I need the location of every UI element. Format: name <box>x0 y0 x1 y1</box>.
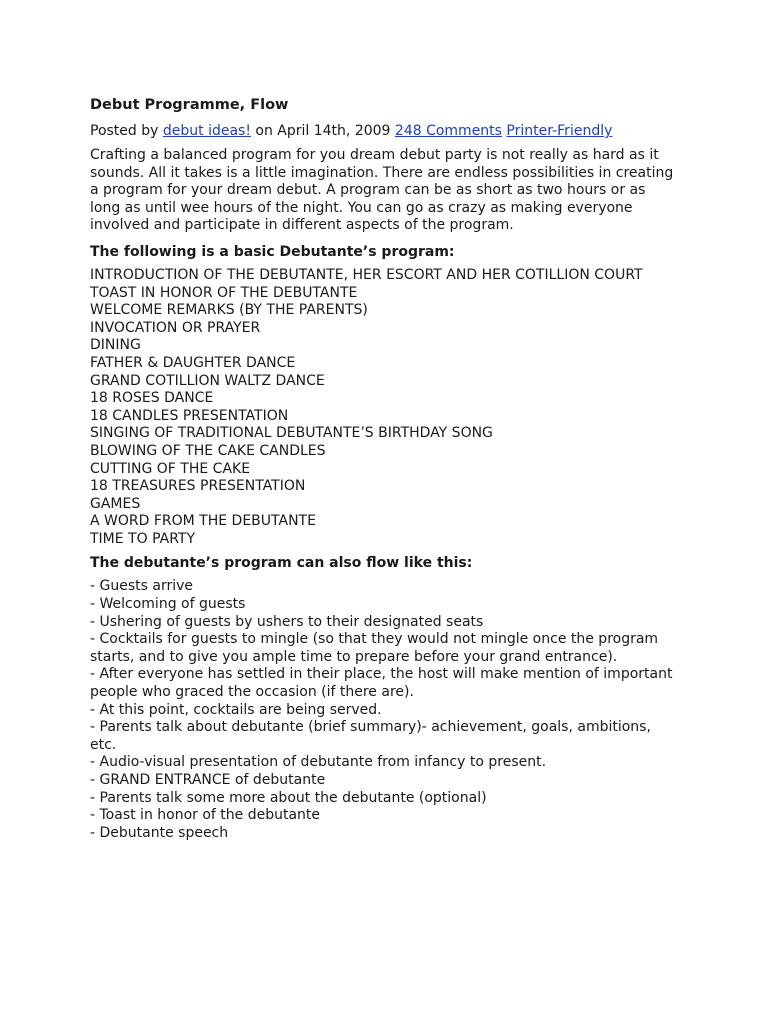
flow-item: - Audio-visual presentation of debutante from infancy to present. <box>90 754 547 771</box>
post-date: on April 14th, 2009 <box>255 123 391 139</box>
program-item: TIME TO PARTY <box>90 530 196 547</box>
flow-item: - GRAND ENTRANCE of debutante <box>90 772 326 788</box>
posted-by-label: Posted by <box>90 123 159 139</box>
program-item: 18 ROSES DANCE <box>90 390 214 407</box>
post-title: Debut Programme, Flow <box>90 97 289 113</box>
program-item: DINING <box>90 337 141 354</box>
program-item: SINGING OF TRADITIONAL DEBUTANTE’S BIRTHDAY SONG <box>90 425 493 442</box>
printer-friendly-link[interactable]: Printer-Friendly <box>506 123 613 139</box>
article <box>90 95 680 846</box>
program-item: BLOWING OF THE CAKE CANDLES <box>90 442 326 459</box>
post-meta <box>90 121 680 141</box>
program-item: GAMES <box>90 495 141 512</box>
program-item: 18 CANDLES PRESENTATION <box>90 407 289 424</box>
program-item: WELCOME REMARKS (BY THE PARENTS) <box>90 302 368 319</box>
program-item: FATHER & DAUGHTER DANCE <box>90 354 296 371</box>
flow-item: - Parents talk some more about the debutante (optional) <box>90 789 487 806</box>
flow-item: - Parents talk about debutante (brief summary)- achievement, goals, ambitions, etc. <box>90 719 651 753</box>
flow-item: - Ushering of guests by ushers to their designated seats <box>90 613 484 630</box>
flow-item: - Debutante speech <box>90 824 229 841</box>
program-item: INTRODUCTION OF THE DEBUTANTE, HER ESCORT AND HER COTILLION COURT <box>90 266 643 283</box>
program-item: INVOCATION OR PRAYER <box>90 319 261 336</box>
program-heading: The following is a basic Debutante’s program: <box>90 243 455 260</box>
author-link[interactable]: debut ideas! <box>162 123 251 139</box>
flow-item: - At this point, cocktails are being served. <box>90 701 382 718</box>
flow-item: - Cocktails for guests to mingle (so that they would not mingle once the program starts, and to give you ample time to prepare before your grand entrance). <box>90 631 659 665</box>
program-item: A WORD FROM THE DEBUTANTE <box>90 513 316 530</box>
comments-link[interactable]: 248 Comments <box>394 123 502 139</box>
flow-heading: The debutante’s program can also flow like this: <box>90 555 473 572</box>
intro-paragraph: Crafting a balanced program for you dream debut party is not really as hard as it sounds. All it takes is a little imagination. There are endless possibilities in creating a program for your dream debut. A program can be as short as two hours or as long as until wee hours of the night. You can go as crazy as making everyone involved and participate in different aspects of the program. <box>90 147 674 234</box>
program-list <box>90 267 680 549</box>
program-item: 18 TREASURES PRESENTATION <box>90 478 306 495</box>
flow-item: - Toast in honor of the debutante <box>90 807 321 824</box>
flow-item: - Welcoming of guests <box>90 596 246 613</box>
flow-item: - After everyone has settled in their place, the host will make mention of important people who graced the occasion (if there are). <box>90 666 673 701</box>
program-item: CUTTING OF THE CAKE <box>90 460 251 477</box>
program-item: GRAND COTILLION WALTZ DANCE <box>90 372 325 389</box>
flow-item: - Guests arrive <box>90 578 193 595</box>
program-item: TOAST IN HONOR OF THE DEBUTANTE <box>90 284 358 301</box>
flow-list <box>90 578 680 842</box>
